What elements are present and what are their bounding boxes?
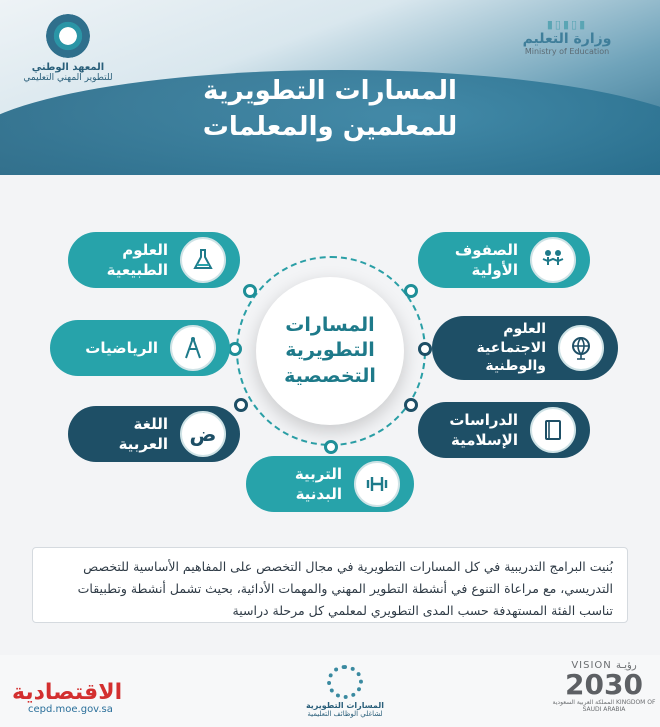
track-label: اللغة العربية [118, 414, 168, 453]
globe-icon [558, 325, 604, 371]
book-icon [530, 407, 576, 453]
orbit-node [228, 342, 242, 356]
tracks-logo-line1: المسارات التطويرية [305, 701, 385, 710]
compass-icon [170, 325, 216, 371]
track-label: الدراسات الإسلامية [449, 410, 518, 449]
institute-emblem-icon [46, 14, 90, 58]
track-social-studies[interactable] [432, 316, 618, 380]
track-label: الرياضيات [85, 338, 158, 357]
tracks-emblem-icon [327, 665, 363, 699]
tracks-logo [300, 665, 390, 718]
vision-2030-logo [548, 660, 660, 713]
track-mathematics[interactable] [50, 320, 230, 376]
orbit-node [234, 398, 248, 412]
ministry-logo [512, 18, 622, 56]
tracks-logo-line2: لشاغلي الوظائف التعليمية [307, 710, 383, 718]
calligraphy-icon: ض [180, 411, 226, 457]
track-label: الصفوف الأولية [454, 240, 518, 279]
orbit-node [404, 284, 418, 298]
orbit-node [404, 398, 418, 412]
track-label: العلوم الطبيعية [106, 240, 168, 279]
vision-year: 2030 [565, 668, 643, 701]
institute-logo [18, 14, 118, 83]
header-banner [0, 0, 660, 175]
track-label: العلوم الاجتماعية والوطنية [476, 320, 546, 375]
vision-sub: المملكة العربية السعودية KINGDOM OF SAUDI ARABIA [552, 699, 656, 713]
flask-icon [180, 237, 226, 283]
page-title-line2: للمعلمين والمعلمات [202, 112, 458, 142]
orbit-node [418, 342, 432, 356]
track-natural-sciences[interactable] [68, 232, 240, 288]
children-icon [530, 237, 576, 283]
track-arabic[interactable] [68, 406, 240, 462]
description-box: بُنيت البرامج التدريبية في كل المسارات التطويرية في مجال التخصص على المفاهيم الأساسية للتخصص التدريسي، مع مراعاة التنوع في أنشطة التطوير المهني والمهمات الأدائية، بحيث تشمل أنشطة وتطبيقات تناسب الفئة المستهدفة حسب المدى التطويري لمعلمي كل مرحلة دراسية [32, 547, 628, 623]
institute-name-line1: المعهد الوطني [31, 62, 105, 73]
track-islamic[interactable] [418, 402, 590, 458]
center-label-line2: التطويرية [285, 339, 375, 362]
vision-top: VISION رؤيـة [571, 660, 637, 671]
ministry-emblem-icon: ▮▯▮▯▮ [546, 18, 588, 31]
dumbbell-icon [354, 461, 400, 507]
center-circle [256, 277, 404, 425]
institute-name-line2: للتطوير المهني التعليمي [23, 73, 113, 83]
website-url[interactable]: cepd.moe.gov.sa [28, 704, 113, 715]
ministry-name-ar: وزارة التعليم [522, 31, 612, 47]
page-title-line1: المسارات التطويرية [203, 76, 457, 106]
track-primary-grades[interactable] [418, 232, 590, 288]
track-label: التربية البدنية [294, 464, 342, 503]
ministry-name-en: Ministry of Education [524, 47, 610, 56]
center-label-line1: المسارات [285, 313, 375, 336]
orbit-node [243, 284, 257, 298]
track-physical-ed[interactable] [246, 456, 414, 512]
publisher-logo: الاقتصادية [12, 680, 123, 705]
center-label-line3: التخصصية [284, 364, 376, 387]
orbit-node [324, 440, 338, 454]
